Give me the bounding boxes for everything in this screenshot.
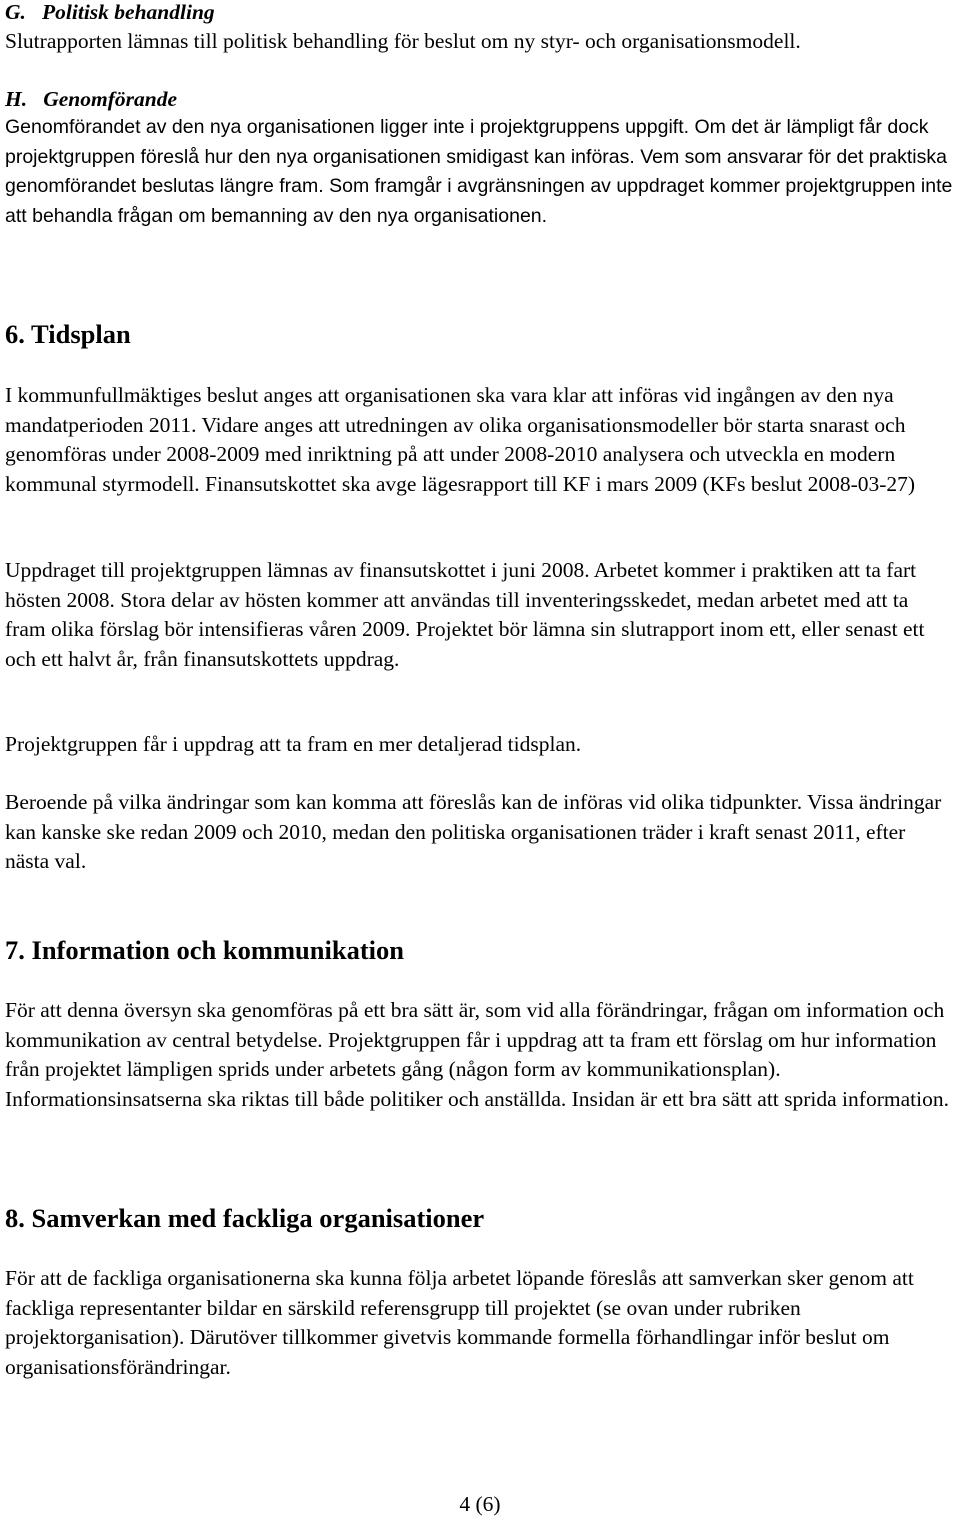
section-g-text: Slutrapporten lämnas till politisk behandling för beslut om ny styr- och organisationsmodell. xyxy=(5,29,801,53)
section-6-title: Tidsplan xyxy=(31,319,131,349)
section-7-heading xyxy=(5,934,953,966)
section-6-heading xyxy=(5,318,953,350)
section-6-paragraph: Beroende på vilka ändringar som kan komma att föreslås kan de införas vid olika tidpunkter. Vissa ändringar kan kanske ske redan 2009 och 2010, medan den politiska organisationen träder i kraft senast 2011, efter nästa val. xyxy=(5,790,942,873)
section-8-heading xyxy=(5,1202,953,1234)
page-number: 4 (6) xyxy=(459,1492,501,1516)
section-g-heading: G. Politisk behandling xyxy=(5,0,215,24)
section-h-heading: H. Genomförande xyxy=(5,87,177,111)
section-6-number: 6. xyxy=(5,319,25,349)
section-h-text: Genomförandet av den nya organisationen ligger inte i projektgruppens uppgift. Om det är lämpligt får dock projektgruppen föreslå hur den nya organisationen smidigast kan införas. Vem som ansvarar för det praktiska genomförandet beslutas längre fram. Som framgår i avgränsningen av uppdraget kommer projektgruppen inte att behandla frågan om bemanning av den nya organisationen. xyxy=(5,116,953,227)
section-8-text: För att de fackliga organisationerna ska kunna följa arbetet löpande föreslås att samverkan sker genom att fackliga representanter bildar en särskild referensgrupp till projektet (se ovan under rubriken projektorganisation). Därutöver tillkommer givetvis kommande formella förhandlingar inför beslut om organisationsförändringar. xyxy=(5,1266,914,1379)
section-7-number: 7. xyxy=(5,935,25,965)
section-7-text: För att denna översyn ska genomföras på ett bra sätt är, som vid alla förändringar, frågan om information och kommunikation av central betydelse. Projektgruppen får i uppdrag att ta fram ett förslag om hur information från projektet lämpligen sprids under arbetets gång (någon form av kommunikationsplan). Informationsinsatserna ska riktas till både politiker och anställda. Insidan är ett bra sätt att sprida information. xyxy=(5,998,949,1111)
section-7-title: Information och kommunikation xyxy=(31,935,405,965)
section-6-paragraph: Uppdraget till projektgruppen lämnas av finansutskottet i juni 2008. Arbetet kommer i praktiken att ta fart hösten 2008. Stora delar av hösten kommer att användas till inventeringsskedet, medan arbetet med att ta fram olika förslag bör intensifieras våren 2009. Projektet bör lämna sin slutrapport inom ett, eller senast ett och ett halvt år, från finansutskottets uppdrag. xyxy=(5,558,925,671)
section-8-title: Samverkan med fackliga organisationer xyxy=(31,1203,485,1233)
section-8-number: 8. xyxy=(5,1203,25,1233)
section-6-paragraph: Projektgruppen får i uppdrag att ta fram en mer detaljerad tidsplan. xyxy=(5,732,582,756)
section-6-paragraph: I kommunfullmäktiges beslut anges att organisationen ska vara klar att införas vid ingången av den nya mandatperioden 2011. Vidare anges att utredningen av olika organisationsmodeller bör starta snarast och genomföras under 2008-2009 med inriktning på att under 2008-2010 analysera och utveckla en modern kommunal styrmodell. Finansutskottet ska avge lägesrapport till KF i mars 2009 (KFs beslut 2008-03-27) xyxy=(5,383,916,496)
